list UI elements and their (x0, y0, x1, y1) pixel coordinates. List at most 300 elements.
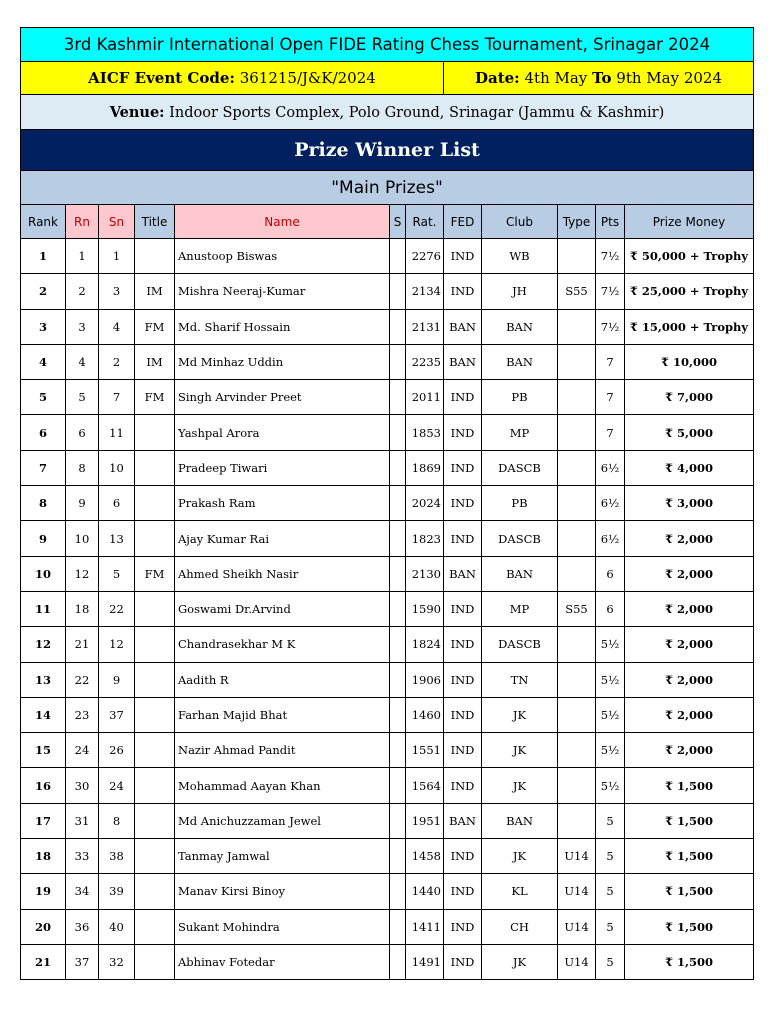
col-header-fed: FED (444, 205, 482, 239)
cell-club: PB (482, 486, 558, 521)
table-row (21, 697, 754, 732)
cell-rn: 37 (66, 944, 99, 979)
tournament-title-row (21, 28, 754, 62)
cell-rn: 6 (66, 415, 99, 450)
cell-rank: 19 (21, 874, 66, 909)
cell-s (390, 486, 406, 521)
cell-title (135, 450, 175, 485)
cell-rank: 4 (21, 344, 66, 379)
cell-name: Singh Arvinder Preet (175, 380, 390, 415)
cell-sn: 3 (99, 274, 135, 309)
cell-rating: 1951 (406, 803, 444, 838)
cell-rn: 10 (66, 521, 99, 556)
cell-rn: 12 (66, 556, 99, 591)
cell-rating: 1590 (406, 591, 444, 626)
cell-club: JK (482, 697, 558, 732)
cell-rank: 6 (21, 415, 66, 450)
cell-sn: 1 (99, 239, 135, 274)
venue (21, 95, 754, 130)
col-header-rating: Rat. (406, 205, 444, 239)
cell-name: Anustoop Biswas (175, 239, 390, 274)
cell-s (390, 803, 406, 838)
cell-rn: 18 (66, 591, 99, 626)
cell-rating: 1824 (406, 627, 444, 662)
cell-type (558, 239, 596, 274)
cell-rn: 34 (66, 874, 99, 909)
cell-type (558, 486, 596, 521)
cell-s (390, 309, 406, 344)
cell-sn: 37 (99, 697, 135, 732)
table-row (21, 274, 754, 309)
cell-club: MP (482, 415, 558, 450)
cell-rn: 30 (66, 768, 99, 803)
cell-fed: IND (444, 521, 482, 556)
cell-type (558, 380, 596, 415)
cell-sn: 8 (99, 803, 135, 838)
event-code (21, 62, 444, 95)
cell-prize: ₹ 50,000 + Trophy (625, 239, 754, 274)
cell-rn: 33 (66, 839, 99, 874)
cell-rating: 1458 (406, 839, 444, 874)
cell-s (390, 591, 406, 626)
cell-s (390, 274, 406, 309)
cell-prize: ₹ 5,000 (625, 415, 754, 450)
cell-fed: IND (444, 662, 482, 697)
cell-prize: ₹ 1,500 (625, 803, 754, 838)
date-label: Date: (474, 69, 520, 87)
cell-sn: 40 (99, 909, 135, 944)
cell-name: Ajay Kumar Rai (175, 521, 390, 556)
cell-rank: 12 (21, 627, 66, 662)
cell-prize: ₹ 7,000 (625, 380, 754, 415)
cell-title (135, 627, 175, 662)
cell-name: Abhinav Fotedar (175, 944, 390, 979)
date-start: 4th May (524, 69, 588, 87)
cell-sn: 13 (99, 521, 135, 556)
cell-title (135, 662, 175, 697)
cell-title: IM (135, 344, 175, 379)
cell-rating: 2276 (406, 239, 444, 274)
cell-rank: 17 (21, 803, 66, 838)
cell-title (135, 239, 175, 274)
cell-rank: 8 (21, 486, 66, 521)
cell-name: Tanmay Jamwal (175, 839, 390, 874)
table-row (21, 627, 754, 662)
cell-sn: 2 (99, 344, 135, 379)
cell-pts: 5½ (596, 697, 625, 732)
cell-fed: IND (444, 768, 482, 803)
table-row (21, 380, 754, 415)
tournament-title: 3rd Kashmir International Open FIDE Rating Chess Tournament, Srinagar 2024 (21, 28, 754, 62)
cell-sn: 4 (99, 309, 135, 344)
cell-club: BAN (482, 309, 558, 344)
event-code-value: 361215/J&K/2024 (239, 69, 376, 87)
cell-club: MP (482, 591, 558, 626)
table-row (21, 839, 754, 874)
cell-fed: IND (444, 627, 482, 662)
table-row (21, 450, 754, 485)
venue-label: Venue: (109, 103, 165, 121)
cell-rating: 1551 (406, 733, 444, 768)
cell-s (390, 450, 406, 485)
cell-s (390, 733, 406, 768)
table-row (21, 874, 754, 909)
cell-rating: 2011 (406, 380, 444, 415)
cell-rank: 13 (21, 662, 66, 697)
list-title: Prize Winner List (21, 130, 754, 171)
event-code-label: AICF Event Code: (88, 69, 235, 87)
cell-sn: 26 (99, 733, 135, 768)
cell-type: S55 (558, 591, 596, 626)
col-header-pts: Pts (596, 205, 625, 239)
cell-name: Md Anichuzzaman Jewel (175, 803, 390, 838)
cell-rn: 1 (66, 239, 99, 274)
cell-name: Manav Kirsi Binoy (175, 874, 390, 909)
cell-fed: IND (444, 697, 482, 732)
cell-rank: 2 (21, 274, 66, 309)
cell-type (558, 697, 596, 732)
cell-rank: 14 (21, 697, 66, 732)
cell-name: Mishra Neeraj-Kumar (175, 274, 390, 309)
cell-pts: 5 (596, 803, 625, 838)
cell-s (390, 556, 406, 591)
cell-club: PB (482, 380, 558, 415)
cell-prize: ₹ 1,500 (625, 874, 754, 909)
cell-sn: 9 (99, 662, 135, 697)
cell-rating: 1853 (406, 415, 444, 450)
cell-title (135, 415, 175, 450)
cell-club: CH (482, 909, 558, 944)
cell-club: DASCB (482, 627, 558, 662)
cell-title (135, 803, 175, 838)
cell-fed: IND (444, 380, 482, 415)
cell-s (390, 521, 406, 556)
cell-rating: 1460 (406, 697, 444, 732)
cell-name: Pradeep Tiwari (175, 450, 390, 485)
cell-rating: 1869 (406, 450, 444, 485)
cell-rating: 1823 (406, 521, 444, 556)
cell-title: IM (135, 274, 175, 309)
cell-fed: IND (444, 450, 482, 485)
cell-s (390, 662, 406, 697)
col-header-s: S (390, 205, 406, 239)
col-header-rn: Rn (66, 205, 99, 239)
table-row (21, 662, 754, 697)
cell-type: U14 (558, 909, 596, 944)
cell-pts: 7½ (596, 239, 625, 274)
cell-fed: IND (444, 415, 482, 450)
cell-title: FM (135, 309, 175, 344)
list-title-row (21, 130, 754, 171)
cell-title: FM (135, 380, 175, 415)
table-row (21, 344, 754, 379)
cell-rn: 24 (66, 733, 99, 768)
cell-title (135, 874, 175, 909)
cell-rn: 21 (66, 627, 99, 662)
cell-type (558, 627, 596, 662)
event-info-row (21, 62, 754, 95)
cell-name: Sukant Mohindra (175, 909, 390, 944)
cell-rn: 36 (66, 909, 99, 944)
cell-sn: 22 (99, 591, 135, 626)
cell-prize: ₹ 2,000 (625, 627, 754, 662)
cell-name: Md Minhaz Uddin (175, 344, 390, 379)
cell-club: JH (482, 274, 558, 309)
prize-table (20, 27, 754, 980)
cell-sn: 39 (99, 874, 135, 909)
cell-type: U14 (558, 874, 596, 909)
cell-club: DASCB (482, 450, 558, 485)
cell-type: U14 (558, 839, 596, 874)
col-header-prize: Prize Money (625, 205, 754, 239)
cell-type (558, 733, 596, 768)
cell-pts: 5½ (596, 627, 625, 662)
cell-pts: 5½ (596, 768, 625, 803)
col-header-club: Club (482, 205, 558, 239)
cell-pts: 6½ (596, 521, 625, 556)
cell-fed: IND (444, 486, 482, 521)
table-row (21, 909, 754, 944)
cell-prize: ₹ 2,000 (625, 556, 754, 591)
cell-club: BAN (482, 803, 558, 838)
cell-name: Prakash Ram (175, 486, 390, 521)
cell-type (558, 768, 596, 803)
cell-rank: 10 (21, 556, 66, 591)
cell-rn: 2 (66, 274, 99, 309)
cell-rating: 2131 (406, 309, 444, 344)
cell-type (558, 803, 596, 838)
cell-fed: IND (444, 733, 482, 768)
cell-title (135, 591, 175, 626)
section-title: "Main Prizes" (21, 171, 754, 205)
cell-prize: ₹ 1,500 (625, 839, 754, 874)
cell-prize: ₹ 1,500 (625, 768, 754, 803)
cell-rating: 1491 (406, 944, 444, 979)
cell-s (390, 874, 406, 909)
cell-type (558, 521, 596, 556)
cell-rating: 2024 (406, 486, 444, 521)
cell-rank: 16 (21, 768, 66, 803)
cell-pts: 7 (596, 415, 625, 450)
prize-sheet (20, 27, 753, 980)
cell-sn: 38 (99, 839, 135, 874)
cell-type (558, 556, 596, 591)
cell-sn: 12 (99, 627, 135, 662)
cell-prize: ₹ 10,000 (625, 344, 754, 379)
table-row (21, 309, 754, 344)
cell-rn: 8 (66, 450, 99, 485)
cell-sn: 32 (99, 944, 135, 979)
cell-name: Chandrasekhar M K (175, 627, 390, 662)
cell-s (390, 909, 406, 944)
column-header-row (21, 205, 754, 239)
cell-club: WB (482, 239, 558, 274)
cell-title (135, 944, 175, 979)
cell-pts: 6 (596, 556, 625, 591)
cell-rating: 2134 (406, 274, 444, 309)
cell-prize: ₹ 2,000 (625, 662, 754, 697)
cell-fed: IND (444, 239, 482, 274)
cell-fed: BAN (444, 803, 482, 838)
table-row (21, 415, 754, 450)
cell-rating: 1411 (406, 909, 444, 944)
cell-title (135, 909, 175, 944)
cell-sn: 10 (99, 450, 135, 485)
cell-pts: 5 (596, 909, 625, 944)
cell-rn: 22 (66, 662, 99, 697)
cell-club: BAN (482, 344, 558, 379)
cell-s (390, 380, 406, 415)
cell-pts: 5½ (596, 733, 625, 768)
cell-rating: 1440 (406, 874, 444, 909)
table-row (21, 239, 754, 274)
col-header-name: Name (175, 205, 390, 239)
cell-title (135, 486, 175, 521)
col-header-rank: Rank (21, 205, 66, 239)
cell-club: JK (482, 944, 558, 979)
cell-title (135, 768, 175, 803)
cell-sn: 6 (99, 486, 135, 521)
cell-s (390, 344, 406, 379)
cell-pts: 7 (596, 344, 625, 379)
cell-rn: 3 (66, 309, 99, 344)
cell-name: Md. Sharif Hossain (175, 309, 390, 344)
section-title-row (21, 171, 754, 205)
cell-title (135, 521, 175, 556)
venue-value: Indoor Sports Complex, Polo Ground, Srinagar (Jammu & Kashmir) (169, 104, 665, 121)
cell-sn: 24 (99, 768, 135, 803)
cell-prize: ₹ 2,000 (625, 697, 754, 732)
cell-title (135, 839, 175, 874)
cell-type: S55 (558, 274, 596, 309)
cell-s (390, 839, 406, 874)
table-row (21, 803, 754, 838)
cell-prize: ₹ 25,000 + Trophy (625, 274, 754, 309)
cell-name: Farhan Majid Bhat (175, 697, 390, 732)
cell-pts: 5 (596, 944, 625, 979)
cell-fed: BAN (444, 556, 482, 591)
cell-fed: IND (444, 944, 482, 979)
table-row (21, 733, 754, 768)
cell-rn: 23 (66, 697, 99, 732)
cell-club: JK (482, 839, 558, 874)
cell-rank: 7 (21, 450, 66, 485)
cell-sn: 7 (99, 380, 135, 415)
cell-fed: IND (444, 591, 482, 626)
cell-type (558, 309, 596, 344)
cell-fed: IND (444, 839, 482, 874)
cell-rank: 21 (21, 944, 66, 979)
cell-rank: 3 (21, 309, 66, 344)
cell-prize: ₹ 1,500 (625, 909, 754, 944)
prize-rows (21, 239, 754, 980)
table-row (21, 944, 754, 979)
cell-sn: 5 (99, 556, 135, 591)
cell-rank: 20 (21, 909, 66, 944)
cell-rn: 5 (66, 380, 99, 415)
cell-sn: 11 (99, 415, 135, 450)
cell-s (390, 697, 406, 732)
cell-pts: 7½ (596, 309, 625, 344)
table-row (21, 521, 754, 556)
cell-rn: 9 (66, 486, 99, 521)
cell-rating: 1564 (406, 768, 444, 803)
venue-row (21, 95, 754, 130)
cell-prize: ₹ 2,000 (625, 591, 754, 626)
event-date (444, 62, 754, 95)
cell-pts: 7 (596, 380, 625, 415)
date-to: To (592, 69, 612, 87)
col-header-sn: Sn (99, 205, 135, 239)
cell-s (390, 944, 406, 979)
cell-club: DASCB (482, 521, 558, 556)
cell-s (390, 415, 406, 450)
cell-prize: ₹ 2,000 (625, 733, 754, 768)
cell-rank: 1 (21, 239, 66, 274)
cell-type (558, 344, 596, 379)
table-row (21, 556, 754, 591)
cell-pts: 6½ (596, 450, 625, 485)
cell-rank: 5 (21, 380, 66, 415)
cell-rank: 11 (21, 591, 66, 626)
cell-prize: ₹ 1,500 (625, 944, 754, 979)
cell-name: Nazir Ahmad Pandit (175, 733, 390, 768)
cell-rank: 15 (21, 733, 66, 768)
cell-rn: 4 (66, 344, 99, 379)
cell-rating: 2130 (406, 556, 444, 591)
cell-name: Goswami Dr.Arvind (175, 591, 390, 626)
cell-rank: 9 (21, 521, 66, 556)
cell-pts: 5 (596, 874, 625, 909)
cell-pts: 7½ (596, 274, 625, 309)
cell-fed: BAN (444, 344, 482, 379)
cell-fed: IND (444, 874, 482, 909)
cell-prize: ₹ 15,000 + Trophy (625, 309, 754, 344)
cell-type (558, 450, 596, 485)
cell-title: FM (135, 556, 175, 591)
cell-type (558, 662, 596, 697)
cell-title (135, 697, 175, 732)
cell-club: BAN (482, 556, 558, 591)
cell-fed: BAN (444, 309, 482, 344)
cell-rank: 18 (21, 839, 66, 874)
cell-prize: ₹ 2,000 (625, 521, 754, 556)
cell-rn: 31 (66, 803, 99, 838)
cell-pts: 5½ (596, 662, 625, 697)
cell-title (135, 733, 175, 768)
cell-pts: 6 (596, 591, 625, 626)
cell-club: TN (482, 662, 558, 697)
col-header-title: Title (135, 205, 175, 239)
cell-name: Aadith R (175, 662, 390, 697)
table-row (21, 591, 754, 626)
cell-club: KL (482, 874, 558, 909)
cell-rating: 1906 (406, 662, 444, 697)
cell-fed: IND (444, 909, 482, 944)
cell-pts: 6½ (596, 486, 625, 521)
table-row (21, 768, 754, 803)
cell-pts: 5 (596, 839, 625, 874)
cell-s (390, 768, 406, 803)
date-end: 9th May 2024 (616, 69, 723, 87)
cell-club: JK (482, 768, 558, 803)
cell-name: Mohammad Aayan Khan (175, 768, 390, 803)
cell-type (558, 415, 596, 450)
col-header-type: Type (558, 205, 596, 239)
cell-s (390, 239, 406, 274)
cell-s (390, 627, 406, 662)
cell-club: JK (482, 733, 558, 768)
